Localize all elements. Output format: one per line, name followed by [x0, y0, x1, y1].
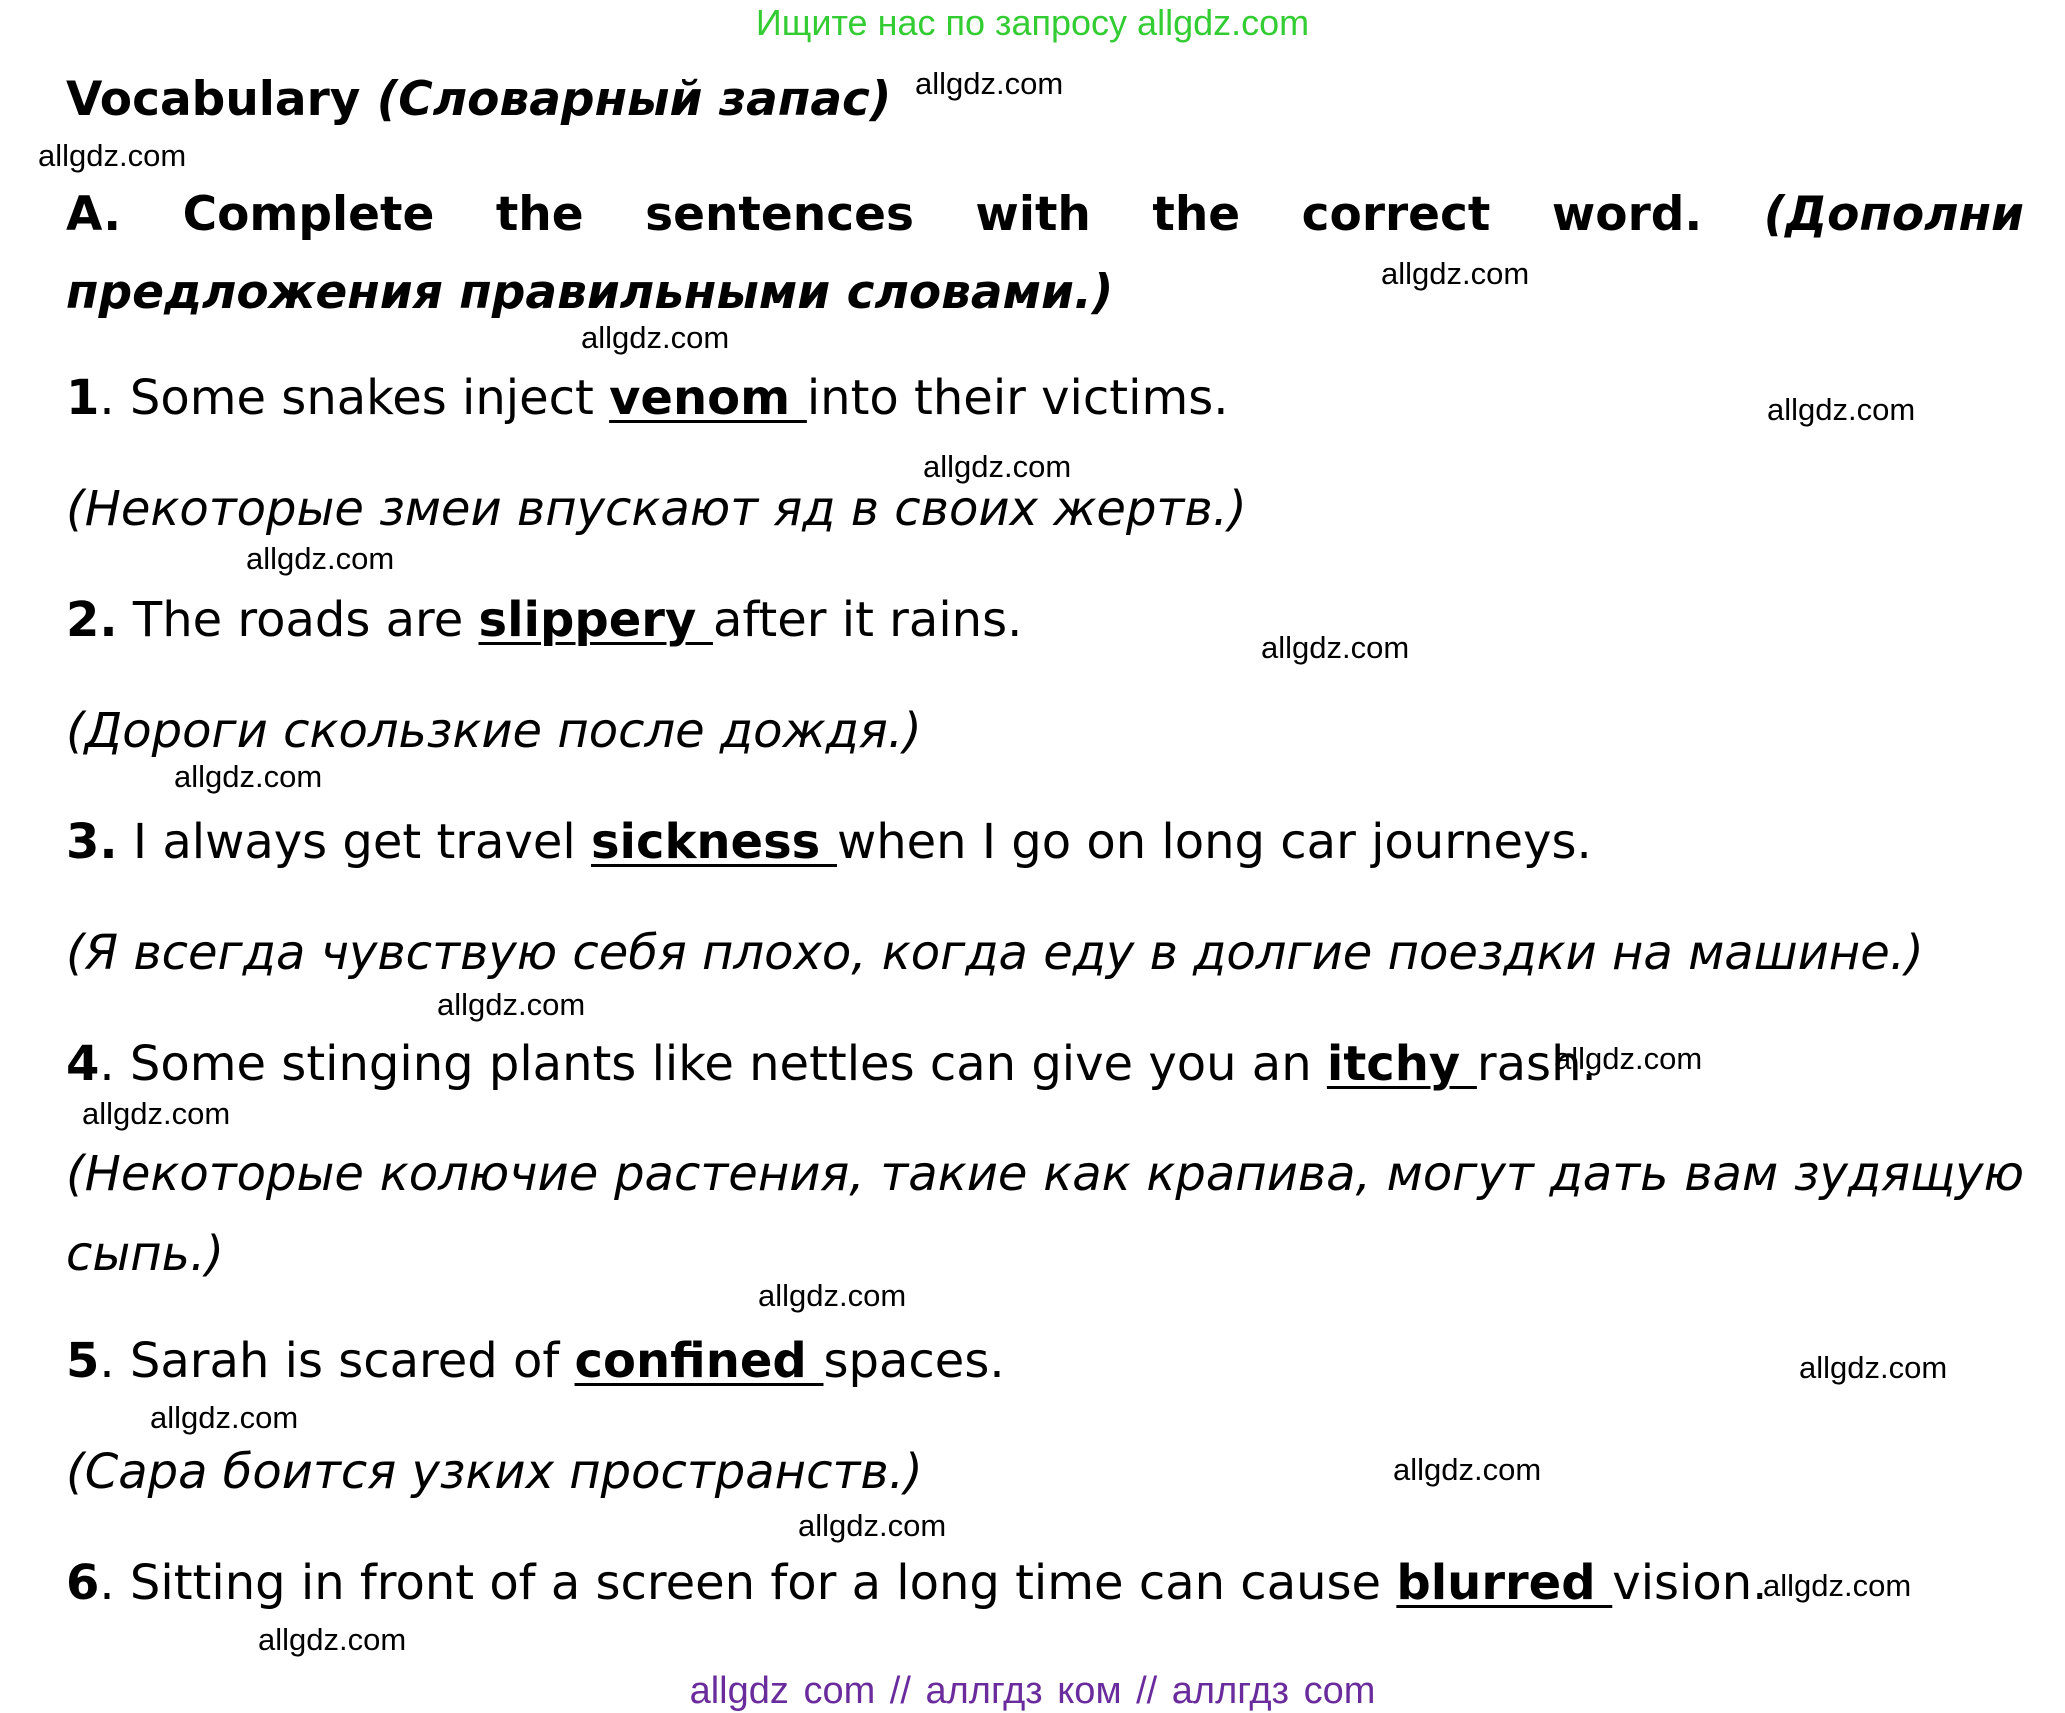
sentence-5 [66, 1333, 1005, 1389]
heading-ru: (Словарный запас) [376, 72, 892, 127]
watermark: allgdz.com [1393, 1452, 1542, 1487]
sentence-1 [66, 370, 1228, 426]
translation-1: (Некоторые змеи впускают яд в своих жертв.) [66, 481, 1247, 537]
answer-word: sickness [590, 814, 837, 870]
answer-word: blurred [1396, 1555, 1613, 1611]
answer-word: confined [574, 1333, 824, 1389]
translation-4: (Некоторые колючие растения, такие как крапива, могут дать вам зудящую сыпь.) [66, 1146, 2024, 1282]
watermark: allgdz.com [1763, 1568, 1912, 1603]
sentence-text: . Sitting in front of a screen for a long time can cause [99, 1555, 1397, 1611]
top-banner: Ищите нас по запросу allgdz.com [755, 2, 1310, 43]
answer-word: venom [609, 370, 807, 426]
translation-3: (Я всегда чувствую себя плохо, когда еду в долгие поездки на машине.) [66, 925, 1924, 981]
watermark: allgdz.com [246, 541, 395, 576]
sentence-6 [66, 1555, 1767, 1611]
translation-2: (Дороги скользкие после дождя.) [66, 703, 922, 759]
watermark: allgdz.com [923, 449, 1072, 484]
sentence-text: when I go on long car journeys. [836, 814, 1592, 870]
watermark: allgdz.com [915, 66, 1064, 101]
sentence-text: . Some stinging plants like nettles can give you an [99, 1036, 1327, 1092]
bottom-banner: allgdz com // аллгдз ком // аллгдз com [689, 1670, 1376, 1712]
sentence-4 [66, 1036, 1597, 1092]
watermark: allgdz.com [1799, 1350, 1948, 1385]
sentence-text: The roads are [117, 592, 479, 648]
watermark: allgdz.com [174, 759, 323, 794]
sentence-text: spaces. [823, 1333, 1005, 1389]
watermark: allgdz.com [38, 138, 187, 173]
watermark: allgdz.com [798, 1508, 947, 1543]
section-heading [66, 72, 891, 127]
sentence-number: 6 [66, 1555, 100, 1611]
watermark: allgdz.com [1767, 392, 1916, 427]
task-instruction [66, 176, 2024, 332]
watermark: allgdz.com [258, 1622, 407, 1657]
sentence-number: 1 [66, 370, 100, 426]
translation-5: (Сара боится узких пространств.) [66, 1444, 923, 1500]
sentence-text: after it rains. [712, 592, 1023, 648]
sentence-number: 3. [66, 814, 118, 870]
watermark: allgdz.com [758, 1278, 907, 1313]
watermark: allgdz.com [437, 987, 586, 1022]
sentence-number: 5 [66, 1333, 100, 1389]
task-ru: (Дополни предложения правильными словами.) [66, 187, 2024, 320]
sentence-text: . Some snakes inject [99, 370, 610, 426]
watermark: allgdz.com [1261, 630, 1410, 665]
watermark: allgdz.com [82, 1096, 231, 1131]
answer-word: itchy [1326, 1036, 1477, 1092]
sentence-text: vision. [1612, 1555, 1768, 1611]
sentence-2 [66, 592, 1022, 648]
watermark: allgdz.com [150, 1400, 299, 1435]
sentence-text: into their victims. [806, 370, 1229, 426]
sentence-text: rash. [1476, 1036, 1597, 1092]
sentence-text: I always get travel [117, 814, 591, 870]
sentence-number: 4 [66, 1036, 100, 1092]
sentence-text: . Sarah is scared of [99, 1333, 575, 1389]
watermark: allgdz.com [1381, 256, 1530, 291]
sentence-3 [66, 814, 1592, 870]
sentence-number: 2. [66, 592, 118, 648]
heading-en: Vocabulary [66, 72, 377, 127]
answer-word: slippery [478, 592, 713, 648]
watermark: allgdz.com [581, 320, 730, 355]
task-en: A. Complete the sentences with the correct word. [66, 187, 1764, 242]
watermark: allgdz.com [1554, 1041, 1703, 1076]
